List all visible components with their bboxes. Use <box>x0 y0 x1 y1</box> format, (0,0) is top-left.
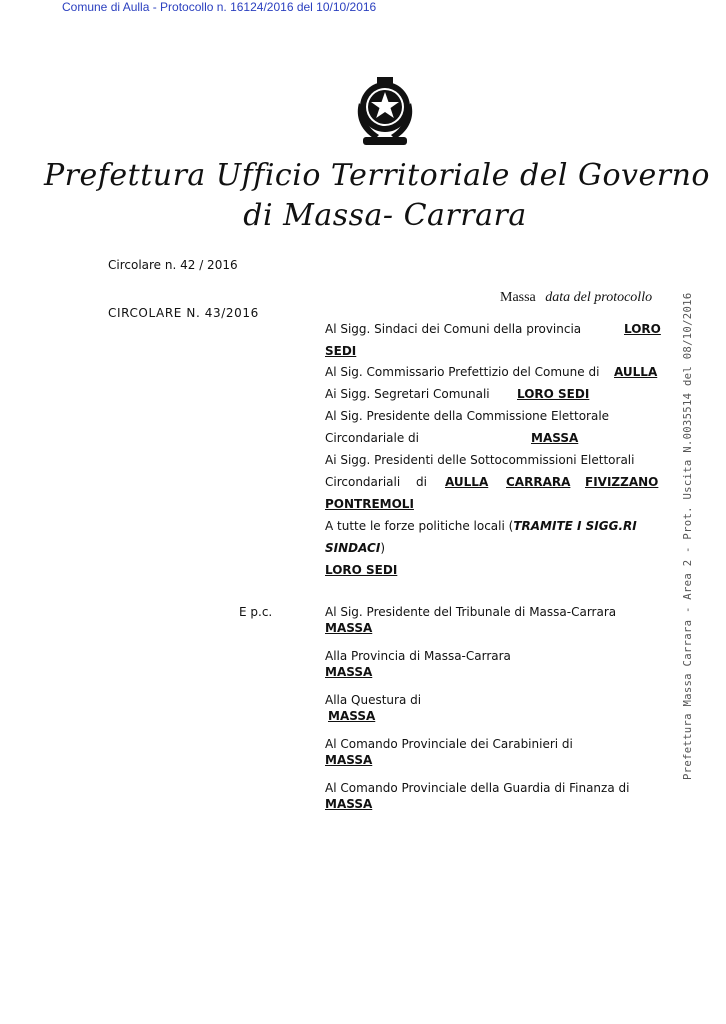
recipient-tag-loro-sedi: LORO SEDI <box>517 387 590 401</box>
cc-recipient-carabinieri: Al Comando Provinciale dei Carabinieri di <box>325 737 573 751</box>
recipient-circondariali: Circondariali <box>325 475 401 489</box>
city-carrara: CARRARA <box>506 475 571 489</box>
recipient-political-forces-cont <box>325 541 385 556</box>
cc-label: E p.c. <box>239 605 273 619</box>
recipient-tag-sedi: SEDI <box>325 344 357 358</box>
recipient-text: Ai Sigg. Segretari Comunali <box>325 387 490 401</box>
cc-recipient-guardia-finanza: Al Comando Provinciale della Guardia di Finanza di <box>325 781 630 795</box>
city-fivizzano: FIVIZZANO <box>585 475 659 489</box>
prefecture-title-line-1: Prefettura Ufficio Territoriale del Governo <box>44 158 710 193</box>
closing-parenthesis: ) <box>380 541 385 555</box>
recipient-text: Al Sigg. Sindaci dei Comuni della provincia <box>325 322 582 336</box>
recipient-di: di <box>416 475 427 489</box>
recipient-mayors-tag: SINDACI <box>325 541 381 555</box>
recipient-tag-aulla: AULLA <box>614 365 658 379</box>
place-date-line <box>500 290 652 306</box>
city-pontremoli: PONTREMOLI <box>325 497 414 511</box>
recipient-electoral-commission-president: Al Sig. Presidente della Commissione Elettorale <box>325 409 610 423</box>
recipient-prefectural-commissioner <box>325 365 599 380</box>
cc-city-massa: MASSA <box>325 797 373 811</box>
circular-number-43: CIRCOLARE N. 43/2016 <box>108 306 259 320</box>
emblem-crown-icon <box>377 77 393 85</box>
cc-recipient-province: Alla Provincia di Massa-Carrara <box>325 649 511 663</box>
recipient-political-forces <box>325 519 637 534</box>
circular-number-42: Circolare n. 42 / 2016 <box>108 258 238 272</box>
cc-city-massa: MASSA <box>325 753 373 767</box>
cc-recipient-tribunal: Al Sig. Presidente del Tribunale di Massa-Carrara <box>325 605 617 619</box>
recipient-subcommission-presidents: Ai Sigg. Presidenti delle Sottocommissioni Elettorali <box>325 453 635 467</box>
recipient-text: Al Sig. Commissario Prefettizio del Comune di <box>325 365 600 379</box>
city-aulla: AULLA <box>445 475 489 489</box>
italian-republic-emblem-icon <box>349 73 421 149</box>
cc-city-massa: MASSA <box>325 621 373 635</box>
recipient-tag-massa: MASSA <box>531 431 579 445</box>
cc-city-massa: MASSA <box>328 709 376 723</box>
protocol-date: data del protocollo <box>545 290 653 305</box>
recipient-tag-loro: LORO <box>624 322 661 336</box>
recipient-municipal-secretaries <box>325 387 490 402</box>
emblem-ribbon-icon <box>363 137 407 145</box>
protocol-header-stamp: Comune di Aulla - Protocollo n. 16124/2016 del 10/10/2016 <box>62 0 377 14</box>
recipient-circondariale: Circondariale di <box>325 431 420 445</box>
outgoing-protocol-side-stamp: Prefettura Massa Carrara - Area 2 - Prot. Uscita N.0035514 del 08/10/2016 <box>682 292 694 780</box>
recipient-via-mayors: TRAMITE I SIGG.RI <box>513 519 637 533</box>
recipient-mayors <box>325 322 581 337</box>
place-name: Massa <box>500 290 536 305</box>
cc-city-massa: MASSA <box>325 665 373 679</box>
recipient-text: A tutte le forze politiche locali ( <box>325 519 514 533</box>
prefecture-title-line-2: di Massa- Carrara <box>243 198 527 233</box>
recipient-tag-loro-sedi-final: LORO SEDI <box>325 563 398 577</box>
cc-recipient-questura: Alla Questura di <box>325 693 422 707</box>
